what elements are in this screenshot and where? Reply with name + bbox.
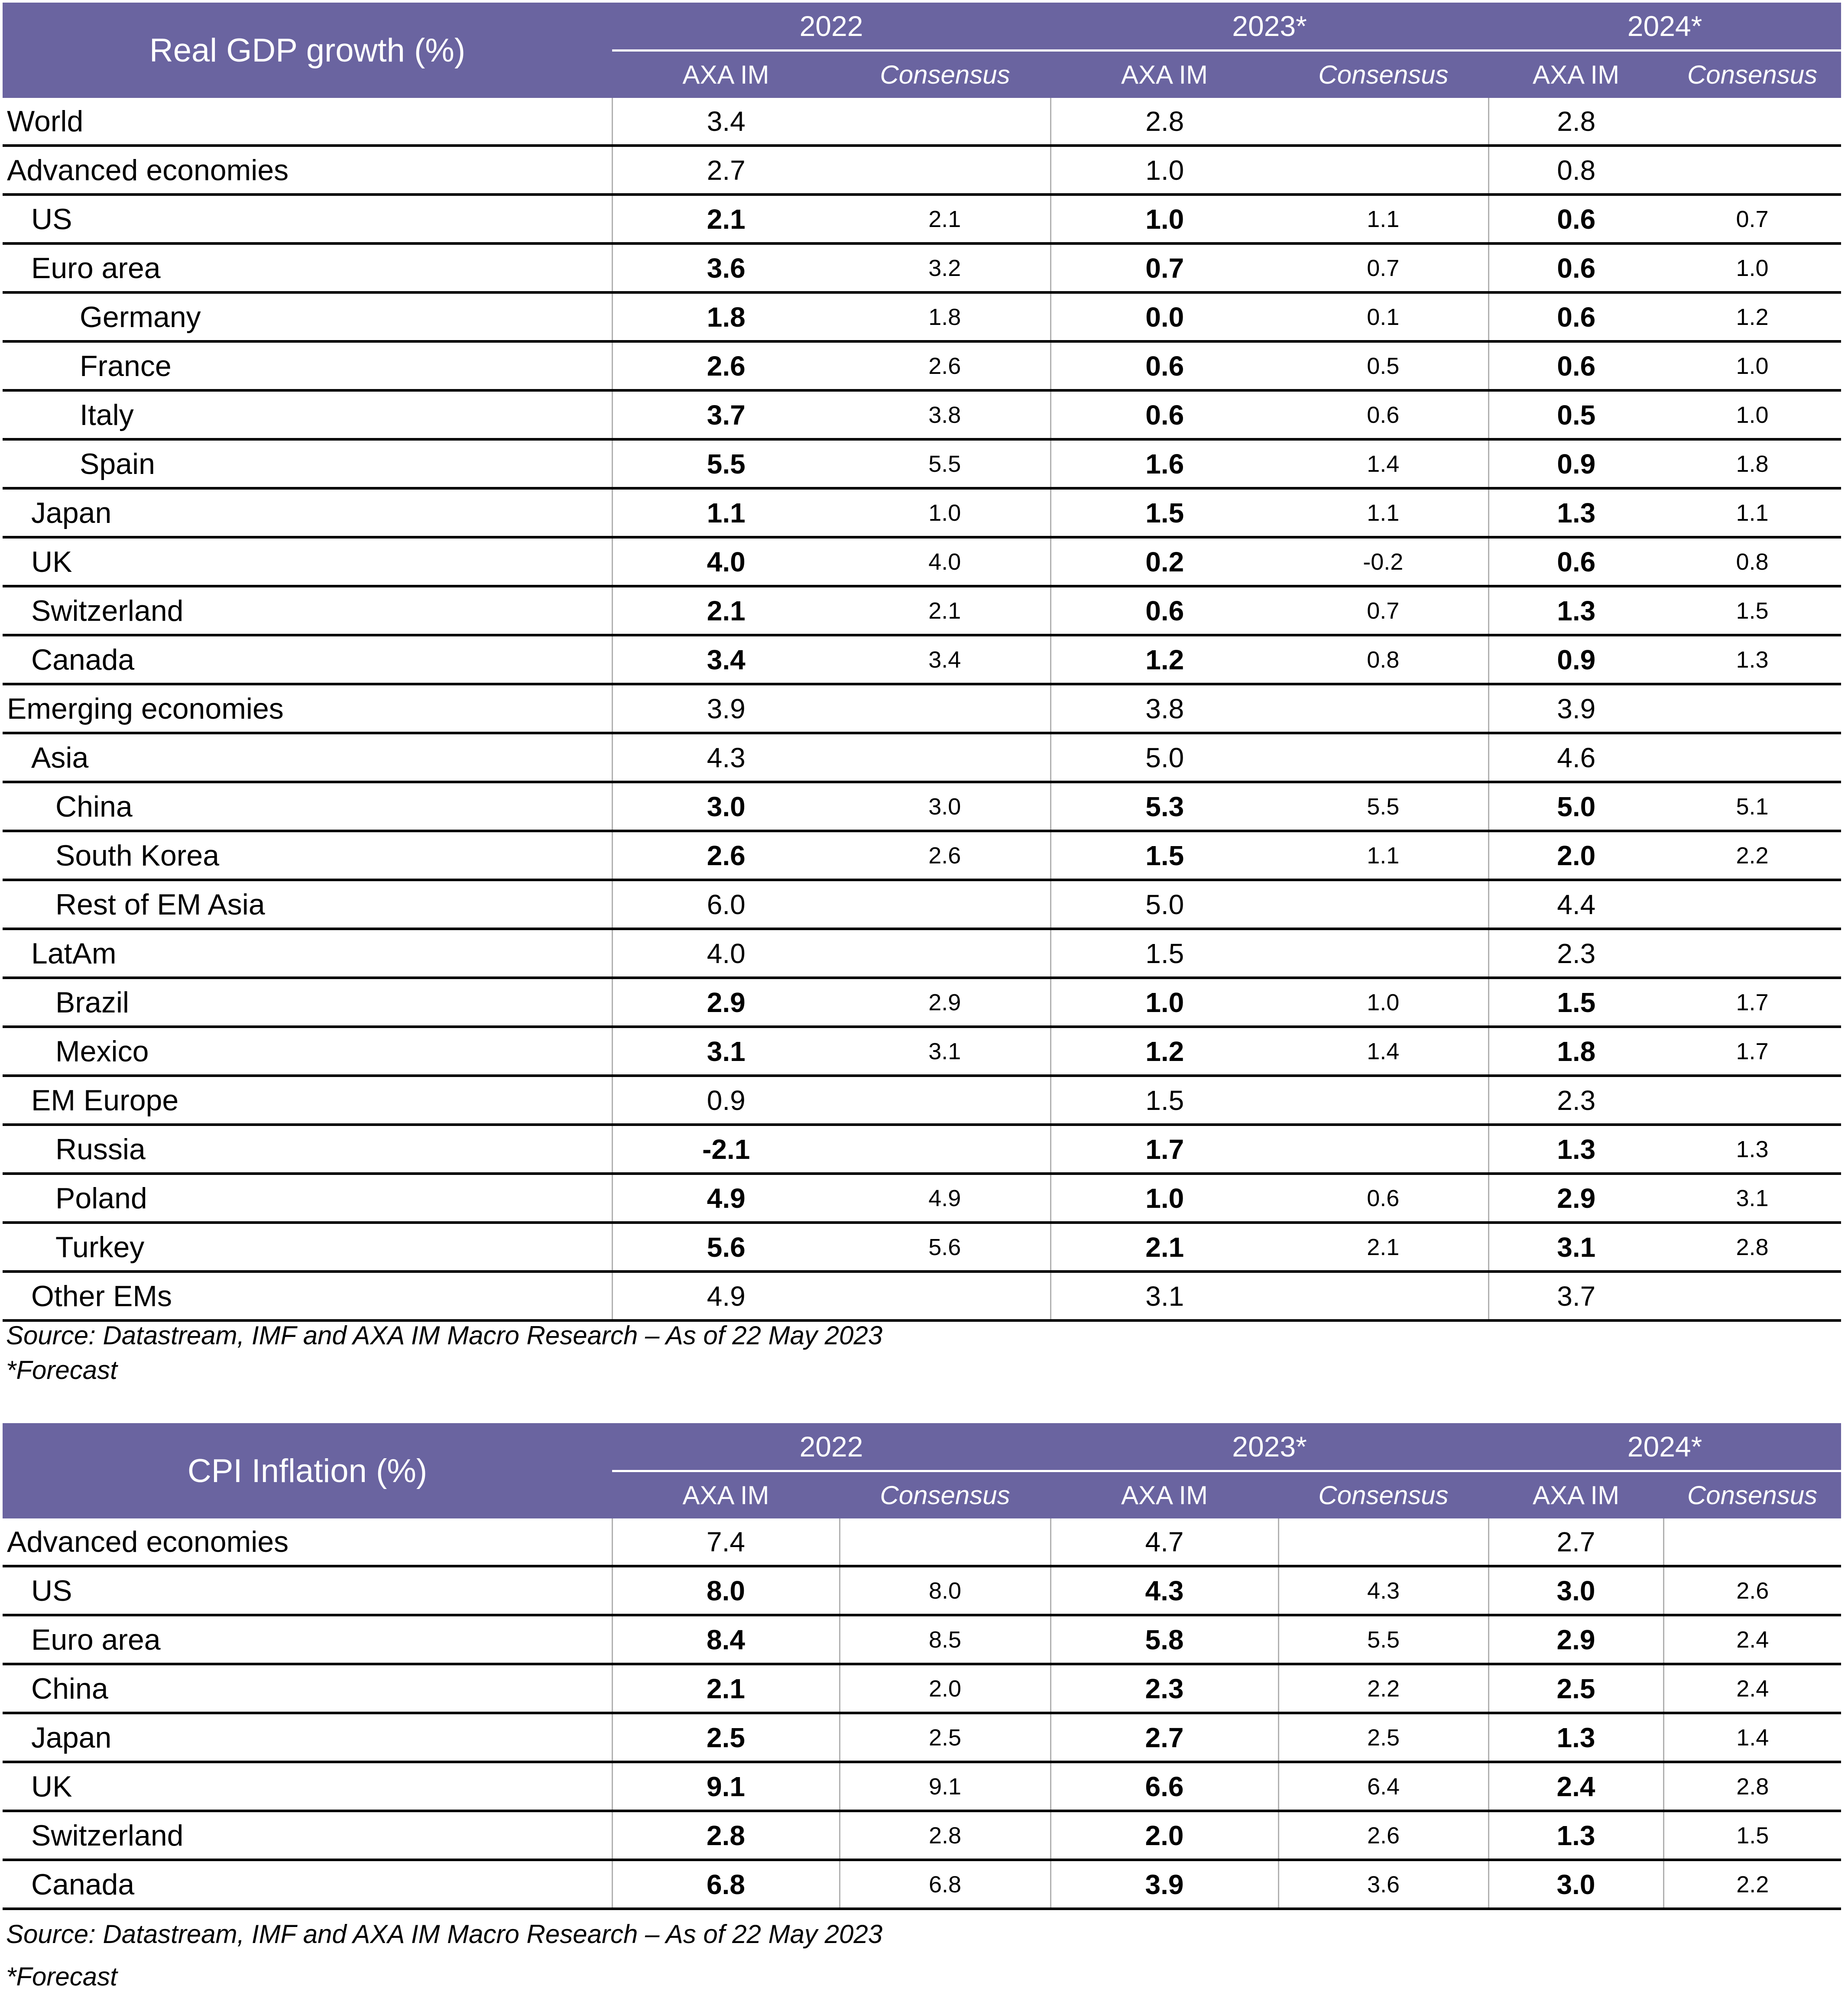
consensus-value <box>1663 1272 1841 1320</box>
row-label: Turkey <box>3 1223 612 1272</box>
table-row <box>3 390 1841 439</box>
consensus-value: 1.8 <box>1663 439 1841 488</box>
axa-im-value: 0.9 <box>1488 635 1663 684</box>
row-label: US <box>3 1566 612 1615</box>
consensus-value: 1.5 <box>1663 1811 1841 1860</box>
axa-im-value: 2.8 <box>1050 98 1278 146</box>
table-row <box>3 684 1841 733</box>
consensus-value <box>1278 1125 1488 1174</box>
row-label: Switzerland <box>3 1811 612 1860</box>
consensus-value: 2.5 <box>840 1713 1050 1762</box>
table-row <box>3 1811 1841 1860</box>
axa-im-value: 1.5 <box>1050 929 1278 978</box>
row-label: China <box>3 1664 612 1713</box>
consensus-value <box>1663 684 1841 733</box>
axa-im-value: 1.8 <box>1488 1027 1663 1076</box>
axa-im-value: 3.7 <box>612 390 840 439</box>
axa-im-value: 0.6 <box>1488 243 1663 292</box>
consensus-value: 3.1 <box>840 1027 1050 1076</box>
gdp-table-title: Real GDP growth (%) <box>3 3 612 98</box>
cpi-year-2024-header: 2024* <box>1488 1423 1841 1471</box>
axa-im-value: 0.5 <box>1488 390 1663 439</box>
consensus-value <box>1278 733 1488 782</box>
consensus-value: 9.1 <box>840 1762 1050 1811</box>
axa-im-value: 5.6 <box>612 1223 840 1272</box>
cpi-axa-im-header: AXA IM <box>612 1471 840 1518</box>
axa-im-value: 2.6 <box>612 341 840 390</box>
row-label: Emerging economies <box>3 684 612 733</box>
row-label: Other EMs <box>3 1272 612 1320</box>
axa-im-value: 2.0 <box>1488 831 1663 880</box>
axa-im-value: 3.8 <box>1050 684 1278 733</box>
consensus-value <box>1663 733 1841 782</box>
consensus-value <box>1663 1518 1841 1566</box>
axa-im-value: 4.3 <box>612 733 840 782</box>
axa-im-value: 2.8 <box>1488 98 1663 146</box>
table-row <box>3 1762 1841 1811</box>
table-row <box>3 1223 1841 1272</box>
consensus-value <box>1663 1076 1841 1125</box>
row-label: US <box>3 195 612 243</box>
table-row <box>3 929 1841 978</box>
axa-im-value: 2.3 <box>1488 1076 1663 1125</box>
consensus-value <box>840 880 1050 929</box>
consensus-value: 2.8 <box>840 1811 1050 1860</box>
cpi-axa-im-header: AXA IM <box>1050 1471 1278 1518</box>
consensus-value: 1.0 <box>1278 978 1488 1027</box>
row-label: LatAm <box>3 929 612 978</box>
table-row <box>3 341 1841 390</box>
axa-im-value: 5.0 <box>1488 782 1663 831</box>
axa-im-value: 4.3 <box>1050 1566 1278 1615</box>
consensus-value <box>1278 98 1488 146</box>
row-label: Poland <box>3 1174 612 1223</box>
consensus-value <box>840 1125 1050 1174</box>
row-label: Advanced economies <box>3 1518 612 1566</box>
consensus-value: 2.1 <box>840 195 1050 243</box>
consensus-value: 1.4 <box>1278 439 1488 488</box>
row-label: Advanced economies <box>3 146 612 195</box>
table-row <box>3 1713 1841 1762</box>
consensus-value <box>840 1518 1050 1566</box>
axa-im-value: 0.8 <box>1488 146 1663 195</box>
axa-im-value: 2.9 <box>612 978 840 1027</box>
axa-im-value: 0.6 <box>1050 341 1278 390</box>
axa-im-value: 1.0 <box>1050 978 1278 1027</box>
table-row <box>3 1027 1841 1076</box>
gdp-consensus-header: Consensus <box>1278 50 1488 98</box>
table-row <box>3 1518 1841 1566</box>
table-row <box>3 1272 1841 1320</box>
axa-im-value: 0.6 <box>1050 586 1278 635</box>
consensus-value: 1.4 <box>1278 1027 1488 1076</box>
axa-im-value: 5.0 <box>1050 733 1278 782</box>
consensus-value: 4.9 <box>840 1174 1050 1223</box>
axa-im-value: 3.0 <box>612 782 840 831</box>
consensus-value <box>840 98 1050 146</box>
axa-im-value: 2.3 <box>1488 929 1663 978</box>
table-row <box>3 1860 1841 1909</box>
table-row <box>3 98 1841 146</box>
consensus-value: 0.7 <box>1663 195 1841 243</box>
cpi-year-2023-header: 2023* <box>1050 1423 1488 1471</box>
table-row <box>3 733 1841 782</box>
axa-im-value: 1.2 <box>1050 1027 1278 1076</box>
gdp-source-note: Source: Datastream, IMF and AXA IM Macro Research – As of 22 May 2023 <box>6 1321 883 1350</box>
axa-im-value: 4.9 <box>612 1272 840 1320</box>
axa-im-value: 4.9 <box>612 1174 840 1223</box>
consensus-value <box>1663 929 1841 978</box>
consensus-value: 0.8 <box>1663 537 1841 586</box>
gdp-table <box>3 3 1841 1322</box>
consensus-value <box>1278 880 1488 929</box>
axa-im-value: 3.1 <box>1050 1272 1278 1320</box>
axa-im-value: 0.6 <box>1488 195 1663 243</box>
axa-im-value: 1.0 <box>1050 146 1278 195</box>
row-label: Russia <box>3 1125 612 1174</box>
table-row <box>3 1174 1841 1223</box>
consensus-value: 2.0 <box>840 1664 1050 1713</box>
table-row <box>3 831 1841 880</box>
axa-im-value: 1.5 <box>1050 1076 1278 1125</box>
axa-im-value: 2.3 <box>1050 1664 1278 1713</box>
axa-im-value: 0.2 <box>1050 537 1278 586</box>
axa-im-value: 3.9 <box>1050 1860 1278 1909</box>
consensus-value: 1.1 <box>1278 488 1488 537</box>
consensus-value: 4.0 <box>840 537 1050 586</box>
table-row <box>3 292 1841 341</box>
consensus-value: 1.0 <box>840 488 1050 537</box>
consensus-value: 5.1 <box>1663 782 1841 831</box>
axa-im-value: 4.6 <box>1488 733 1663 782</box>
consensus-value: 1.1 <box>1278 195 1488 243</box>
consensus-value: 5.6 <box>840 1223 1050 1272</box>
axa-im-value: 3.9 <box>612 684 840 733</box>
consensus-value: 2.6 <box>1278 1811 1488 1860</box>
consensus-value: 0.1 <box>1278 292 1488 341</box>
consensus-value: 1.8 <box>840 292 1050 341</box>
axa-im-value: 2.4 <box>1488 1762 1663 1811</box>
consensus-value: 3.1 <box>1663 1174 1841 1223</box>
axa-im-value: 2.9 <box>1488 1174 1663 1223</box>
row-label: Euro area <box>3 1615 612 1664</box>
consensus-value: 5.5 <box>1278 782 1488 831</box>
axa-im-value: 2.9 <box>1488 1615 1663 1664</box>
axa-im-value: 1.6 <box>1050 439 1278 488</box>
table-row <box>3 1076 1841 1125</box>
row-label: Euro area <box>3 243 612 292</box>
axa-im-value: 5.0 <box>1050 880 1278 929</box>
axa-im-value: 5.5 <box>612 439 840 488</box>
consensus-value <box>840 146 1050 195</box>
table-row <box>3 782 1841 831</box>
axa-im-value: 2.5 <box>1488 1664 1663 1713</box>
gdp-consensus-header: Consensus <box>1663 50 1841 98</box>
axa-im-value: 3.6 <box>612 243 840 292</box>
consensus-value: 2.5 <box>1278 1713 1488 1762</box>
axa-im-value: 1.3 <box>1488 488 1663 537</box>
row-label: Rest of EM Asia <box>3 880 612 929</box>
table-row <box>3 586 1841 635</box>
table-row <box>3 439 1841 488</box>
axa-im-value: 2.1 <box>1050 1223 1278 1272</box>
axa-im-value: 6.0 <box>612 880 840 929</box>
axa-im-value: 4.4 <box>1488 880 1663 929</box>
consensus-value: 0.7 <box>1278 243 1488 292</box>
consensus-value: 2.6 <box>840 831 1050 880</box>
axa-im-value: 3.4 <box>612 98 840 146</box>
consensus-value: 1.2 <box>1663 292 1841 341</box>
axa-im-value: 1.3 <box>1488 1713 1663 1762</box>
axa-im-value: 3.7 <box>1488 1272 1663 1320</box>
consensus-value <box>1278 1272 1488 1320</box>
axa-im-value: 8.0 <box>612 1566 840 1615</box>
consensus-value: 2.2 <box>1663 831 1841 880</box>
consensus-value: 2.6 <box>840 341 1050 390</box>
axa-im-value: 1.0 <box>1050 195 1278 243</box>
row-label: Canada <box>3 635 612 684</box>
consensus-value <box>1278 684 1488 733</box>
axa-im-value: 3.1 <box>612 1027 840 1076</box>
row-label: Asia <box>3 733 612 782</box>
cpi-consensus-header: Consensus <box>1663 1471 1841 1518</box>
consensus-value: 3.2 <box>840 243 1050 292</box>
consensus-value: 1.3 <box>1663 1125 1841 1174</box>
table-row <box>3 1566 1841 1615</box>
consensus-value: 2.1 <box>1278 1223 1488 1272</box>
consensus-value: 6.4 <box>1278 1762 1488 1811</box>
consensus-value <box>1663 146 1841 195</box>
consensus-value: 1.1 <box>1663 488 1841 537</box>
row-label: Japan <box>3 488 612 537</box>
axa-im-value: 0.6 <box>1050 390 1278 439</box>
consensus-value: 3.0 <box>840 782 1050 831</box>
axa-im-value: 0.9 <box>1488 439 1663 488</box>
consensus-value: 1.7 <box>1663 1027 1841 1076</box>
consensus-value <box>1278 1518 1488 1566</box>
consensus-value: 4.3 <box>1278 1566 1488 1615</box>
gdp-year-2022-header: 2022 <box>612 3 1050 50</box>
row-label: South Korea <box>3 831 612 880</box>
row-label: France <box>3 341 612 390</box>
gdp-consensus-header: Consensus <box>840 50 1050 98</box>
consensus-value <box>1278 1076 1488 1125</box>
axa-im-value: 3.1 <box>1488 1223 1663 1272</box>
axa-im-value: 0.0 <box>1050 292 1278 341</box>
cpi-table <box>3 1423 1841 1910</box>
consensus-value <box>1663 880 1841 929</box>
consensus-value <box>840 684 1050 733</box>
consensus-value: 1.3 <box>1663 635 1841 684</box>
cpi-table-title: CPI Inflation (%) <box>3 1423 612 1518</box>
table-row <box>3 1615 1841 1664</box>
axa-im-value: 1.3 <box>1488 1125 1663 1174</box>
consensus-value: 8.0 <box>840 1566 1050 1615</box>
consensus-value: 0.6 <box>1278 390 1488 439</box>
consensus-value <box>840 1272 1050 1320</box>
axa-im-value: 2.1 <box>612 195 840 243</box>
axa-im-value: 7.4 <box>612 1518 840 1566</box>
axa-im-value: 0.6 <box>1488 292 1663 341</box>
axa-im-value: 6.8 <box>612 1860 840 1909</box>
consensus-value: 2.8 <box>1663 1762 1841 1811</box>
axa-im-value: 4.7 <box>1050 1518 1278 1566</box>
cpi-forecast-footnote: *Forecast <box>6 1962 117 1991</box>
table-row <box>3 488 1841 537</box>
axa-im-value: 0.6 <box>1488 341 1663 390</box>
gdp-axa-im-header: AXA IM <box>1050 50 1278 98</box>
axa-im-value: 0.7 <box>1050 243 1278 292</box>
row-label: Spain <box>3 439 612 488</box>
consensus-value: 1.7 <box>1663 978 1841 1027</box>
row-label: World <box>3 98 612 146</box>
axa-im-value: -2.1 <box>612 1125 840 1174</box>
consensus-value: 5.5 <box>1278 1615 1488 1664</box>
consensus-value <box>1663 98 1841 146</box>
consensus-value: 1.1 <box>1278 831 1488 880</box>
consensus-value: 3.8 <box>840 390 1050 439</box>
consensus-value: 2.2 <box>1278 1664 1488 1713</box>
axa-im-value: 2.7 <box>612 146 840 195</box>
table-row <box>3 537 1841 586</box>
axa-im-value: 2.1 <box>612 586 840 635</box>
cpi-source-note: Source: Datastream, IMF and AXA IM Macro Research – As of 22 May 2023 <box>6 1920 883 1949</box>
gdp-forecast-footnote: *Forecast <box>6 1356 117 1385</box>
axa-im-value: 6.6 <box>1050 1762 1278 1811</box>
row-label: Brazil <box>3 978 612 1027</box>
consensus-value: 1.5 <box>1663 586 1841 635</box>
consensus-value: 1.0 <box>1663 390 1841 439</box>
row-label: Canada <box>3 1860 612 1909</box>
consensus-value <box>840 1076 1050 1125</box>
axa-im-value: 0.6 <box>1488 537 1663 586</box>
consensus-value: 2.4 <box>1663 1664 1841 1713</box>
axa-im-value: 2.5 <box>612 1713 840 1762</box>
cpi-consensus-header: Consensus <box>1278 1471 1488 1518</box>
axa-im-value: 3.0 <box>1488 1566 1663 1615</box>
axa-im-value: 1.7 <box>1050 1125 1278 1174</box>
table-row <box>3 146 1841 195</box>
cpi-consensus-header: Consensus <box>840 1471 1050 1518</box>
row-label: Switzerland <box>3 586 612 635</box>
gdp-axa-im-header: AXA IM <box>1488 50 1663 98</box>
axa-im-value: 3.4 <box>612 635 840 684</box>
consensus-value: 8.5 <box>840 1615 1050 1664</box>
gdp-year-2023-header: 2023* <box>1050 3 1488 50</box>
table-row <box>3 880 1841 929</box>
consensus-value <box>1278 146 1488 195</box>
row-label: Italy <box>3 390 612 439</box>
gdp-year-2024-header: 2024* <box>1488 3 1841 50</box>
table-row <box>3 1125 1841 1174</box>
table-row <box>3 978 1841 1027</box>
consensus-value <box>840 929 1050 978</box>
axa-im-value: 1.5 <box>1488 978 1663 1027</box>
consensus-value <box>1278 929 1488 978</box>
consensus-value: 2.1 <box>840 586 1050 635</box>
consensus-value: 2.2 <box>1663 1860 1841 1909</box>
consensus-value: 5.5 <box>840 439 1050 488</box>
axa-im-value: 2.1 <box>612 1664 840 1713</box>
consensus-value: 0.7 <box>1278 586 1488 635</box>
consensus-value: 2.6 <box>1663 1566 1841 1615</box>
consensus-value: 0.5 <box>1278 341 1488 390</box>
axa-im-value: 4.0 <box>612 929 840 978</box>
consensus-value: 0.8 <box>1278 635 1488 684</box>
consensus-value: 1.0 <box>1663 341 1841 390</box>
table-row <box>3 243 1841 292</box>
axa-im-value: 1.1 <box>612 488 840 537</box>
consensus-value: 1.4 <box>1663 1713 1841 1762</box>
axa-im-value: 0.9 <box>612 1076 840 1125</box>
row-label: China <box>3 782 612 831</box>
axa-im-value: 5.8 <box>1050 1615 1278 1664</box>
axa-im-value: 2.7 <box>1488 1518 1663 1566</box>
table-row <box>3 1664 1841 1713</box>
gdp-axa-im-header: AXA IM <box>612 50 840 98</box>
consensus-value: 0.6 <box>1278 1174 1488 1223</box>
axa-im-value: 1.2 <box>1050 635 1278 684</box>
axa-im-value: 2.0 <box>1050 1811 1278 1860</box>
axa-im-value: 1.5 <box>1050 831 1278 880</box>
consensus-value: 2.4 <box>1663 1615 1841 1664</box>
axa-im-value: 1.5 <box>1050 488 1278 537</box>
axa-im-value: 9.1 <box>612 1762 840 1811</box>
axa-im-value: 1.3 <box>1488 1811 1663 1860</box>
cpi-year-2022-header: 2022 <box>612 1423 1050 1471</box>
consensus-value <box>840 733 1050 782</box>
row-label: Germany <box>3 292 612 341</box>
axa-im-value: 2.8 <box>612 1811 840 1860</box>
axa-im-value: 5.3 <box>1050 782 1278 831</box>
axa-im-value: 1.3 <box>1488 586 1663 635</box>
axa-im-value: 8.4 <box>612 1615 840 1664</box>
consensus-value: 3.6 <box>1278 1860 1488 1909</box>
row-label: Japan <box>3 1713 612 1762</box>
row-label: UK <box>3 537 612 586</box>
table-row <box>3 635 1841 684</box>
table-row <box>3 195 1841 243</box>
row-label: EM Europe <box>3 1076 612 1125</box>
row-label: Mexico <box>3 1027 612 1076</box>
consensus-value: 2.9 <box>840 978 1050 1027</box>
axa-im-value: 1.8 <box>612 292 840 341</box>
row-label: UK <box>3 1762 612 1811</box>
axa-im-value: 1.0 <box>1050 1174 1278 1223</box>
axa-im-value: 2.7 <box>1050 1713 1278 1762</box>
axa-im-value: 3.0 <box>1488 1860 1663 1909</box>
axa-im-value: 2.6 <box>612 831 840 880</box>
axa-im-value: 4.0 <box>612 537 840 586</box>
cpi-axa-im-header: AXA IM <box>1488 1471 1663 1518</box>
consensus-value: 2.8 <box>1663 1223 1841 1272</box>
consensus-value: 6.8 <box>840 1860 1050 1909</box>
axa-im-value: 3.9 <box>1488 684 1663 733</box>
consensus-value: 3.4 <box>840 635 1050 684</box>
consensus-value: -0.2 <box>1278 537 1488 586</box>
consensus-value: 1.0 <box>1663 243 1841 292</box>
